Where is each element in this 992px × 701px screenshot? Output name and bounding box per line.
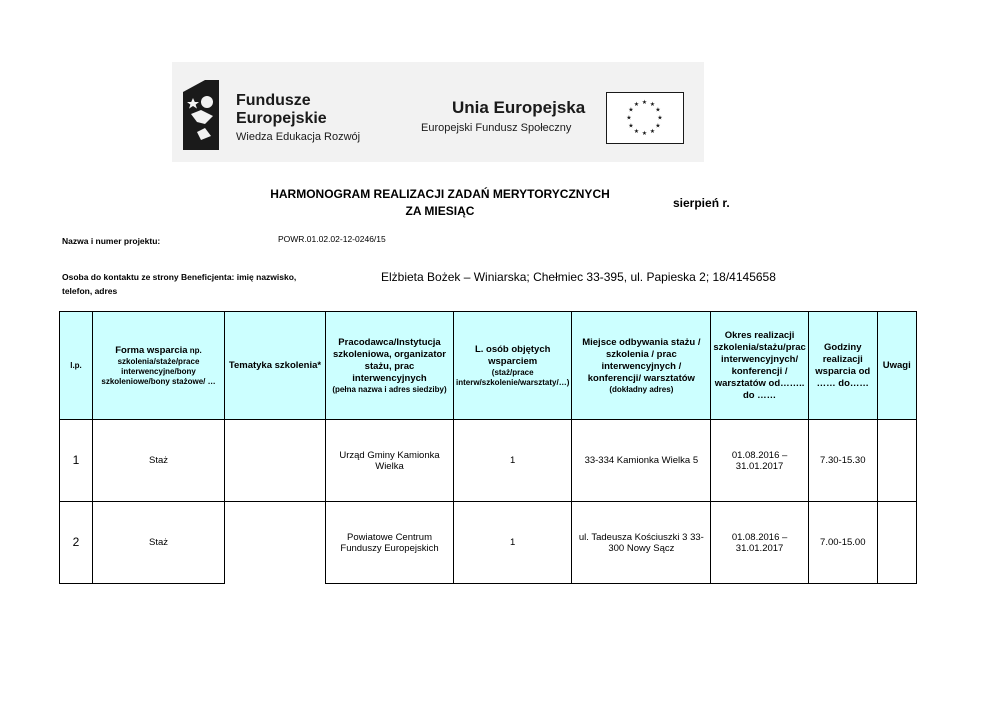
- header-osob-main: L. osób objętych wsparciem: [474, 343, 551, 367]
- table-row: [60, 502, 917, 584]
- svg-text:★: ★: [655, 106, 661, 114]
- ue-logo-fund: Europejski Fundusz Społeczny: [421, 122, 572, 134]
- header-lp: l.p.: [60, 312, 93, 420]
- ue-logo-name: Unia Europejska: [452, 98, 586, 117]
- svg-text:★: ★: [655, 122, 661, 130]
- header-osob: [454, 312, 572, 420]
- cell-osob: 1: [454, 502, 572, 584]
- svg-text:★: ★: [633, 128, 640, 135]
- fe-logo-line2: Europejskie: [236, 110, 327, 127]
- header-forma-main: Forma wsparcia: [115, 344, 188, 356]
- schedule-table: [59, 311, 917, 584]
- table-header-row: [60, 312, 917, 420]
- document-title: [200, 186, 680, 220]
- svg-text:★: ★: [633, 101, 640, 108]
- header-tematyka: [225, 312, 326, 420]
- cell-forma: Staż: [93, 502, 225, 584]
- title-line-1: HARMONOGRAM REALIZACJI ZADAŃ MERYTORYCZNYCH: [270, 187, 610, 201]
- cell-godziny: 7.00-15.00: [808, 502, 877, 584]
- fe-logo-line1: Fundusze: [236, 92, 311, 109]
- header-pracodawca: [326, 312, 454, 420]
- project-label: Nazwa i numer projektu:: [62, 236, 161, 246]
- month-label: sierpień r.: [673, 196, 730, 210]
- project-value: POWR.01.02.02-12-0246/15: [278, 234, 386, 244]
- header-miejsce-main: Miejsce odbywania stażu / szkolenia / prac interwencyjnych / konferencji/ warsztatów: [582, 336, 701, 384]
- cell-tematyka: [225, 420, 326, 502]
- contact-value: Elżbieta Bożek – Winiarska; Chełmiec 33-395, ul. Papieska 2; 18/4145658: [381, 270, 776, 284]
- header-forma: [93, 312, 225, 420]
- cell-okres: 01.08.2016 – 31.01.2017: [711, 502, 808, 584]
- cell-osob: 1: [454, 420, 572, 502]
- cell-tematyka: [225, 502, 326, 584]
- fe-logo-tagline: Wiedza Edukacja Rozwój: [236, 131, 361, 143]
- svg-text:★: ★: [649, 101, 656, 108]
- cell-okres: 01.08.2016 – 31.01.2017: [711, 420, 808, 502]
- table-row: [60, 420, 917, 502]
- contact-label: Osoba do kontaktu ze strony Beneficjenta: imię nazwisko, telefon, adres: [62, 272, 297, 296]
- title-line-2: ZA MIESIĄC: [405, 204, 475, 218]
- cell-pracodawca: Urząd Gminy Kamionka Wielka: [326, 420, 454, 502]
- header-forma-sub: szkolenia/staże/prace interwencyjne/bony szkoleniowe/bony stażowe/ …: [101, 356, 216, 386]
- svg-text:★: ★: [626, 114, 632, 122]
- header-godziny-text: Godziny realizacji wsparcia od …… do……: [815, 341, 871, 389]
- header-osob-sub: (staż/prace interw/szkolenie/warsztaty/…): [456, 367, 570, 387]
- header-tematyka-text: Tematyka szkolenia*: [228, 359, 322, 371]
- header-uwagi-text: Uwagi: [882, 359, 911, 371]
- eu-flag-icon: [606, 92, 684, 144]
- cell-miejsce: ul. Tadeusza Kościuszki 3 33-300 Nowy Sącz: [572, 502, 711, 584]
- cell-lp: 1: [60, 420, 93, 502]
- header-miejsce-sub: (dokładny adres): [609, 384, 674, 394]
- header-miejsce: [572, 312, 711, 420]
- header-uwagi: [877, 312, 916, 420]
- svg-text:★: ★: [641, 99, 648, 106]
- header-okres-text: Okres realizacji szkolenia/stażu/prac interwencyjnych/ konferencji / warsztatów od…….. do ……: [713, 329, 806, 401]
- cell-godziny: 7.30-15.30: [808, 420, 877, 502]
- svg-text:★: ★: [649, 128, 656, 135]
- header-godziny: [808, 312, 877, 420]
- svg-text:★: ★: [628, 106, 634, 114]
- cell-uwagi: [877, 420, 916, 502]
- cell-forma: Staż: [93, 420, 225, 502]
- fe-logo-name: [236, 92, 327, 128]
- fundusze-europejskie-logo-icon: [183, 80, 219, 150]
- svg-text:★: ★: [628, 122, 634, 130]
- cell-lp: 2: [60, 502, 93, 584]
- cell-uwagi: [877, 502, 916, 584]
- header-forma-np: np.: [187, 345, 202, 355]
- cell-pracodawca: Powiatowe Centrum Funduszy Europejskich: [326, 502, 454, 584]
- svg-text:★: ★: [641, 130, 648, 137]
- svg-text:★: ★: [657, 114, 663, 122]
- header-pracodawca-main: Pracodawca/Instytucja szkoleniowa, organizator stażu, prac interwencyjnych: [333, 336, 446, 384]
- header-pracodawca-sub: (pełna nazwa i adres siedziby): [332, 384, 447, 394]
- header-okres: [711, 312, 808, 420]
- cell-miejsce: 33-334 Kamionka Wielka 5: [572, 420, 711, 502]
